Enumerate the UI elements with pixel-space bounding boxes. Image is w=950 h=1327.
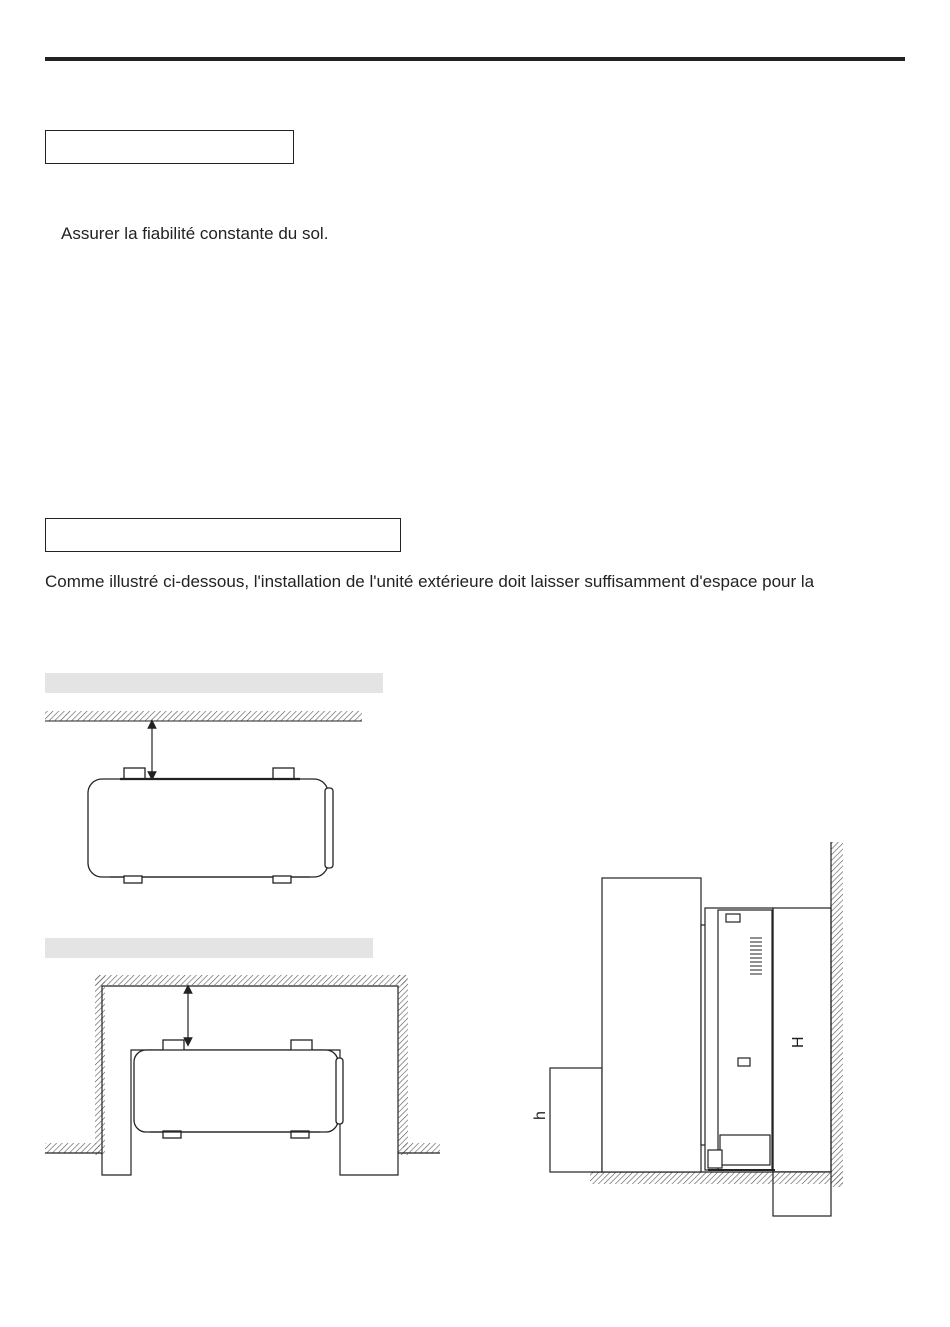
installation-space-text: Comme illustré ci-dessous, l'installation de l'unité extérieure doit laisser suffisamment d'espace pour la [45,572,815,591]
diagram-top-clearance [45,711,362,883]
label-h: h [532,1111,549,1120]
outdoor-unit-top-view-1 [88,768,333,883]
label-H: H [790,1036,807,1048]
outdoor-unit-side-view [701,908,775,1170]
ceiling-hatch [45,711,362,721]
diagram-alcove-clearance [45,975,440,1175]
outdoor-unit-top-view-2 [134,1040,343,1138]
low-obstacle [550,1068,602,1172]
tall-obstacle [602,878,701,1172]
ground-reliability-text: Assurer la fiabilité constante du sol. [61,224,329,243]
diagram-side-view [532,842,843,1216]
